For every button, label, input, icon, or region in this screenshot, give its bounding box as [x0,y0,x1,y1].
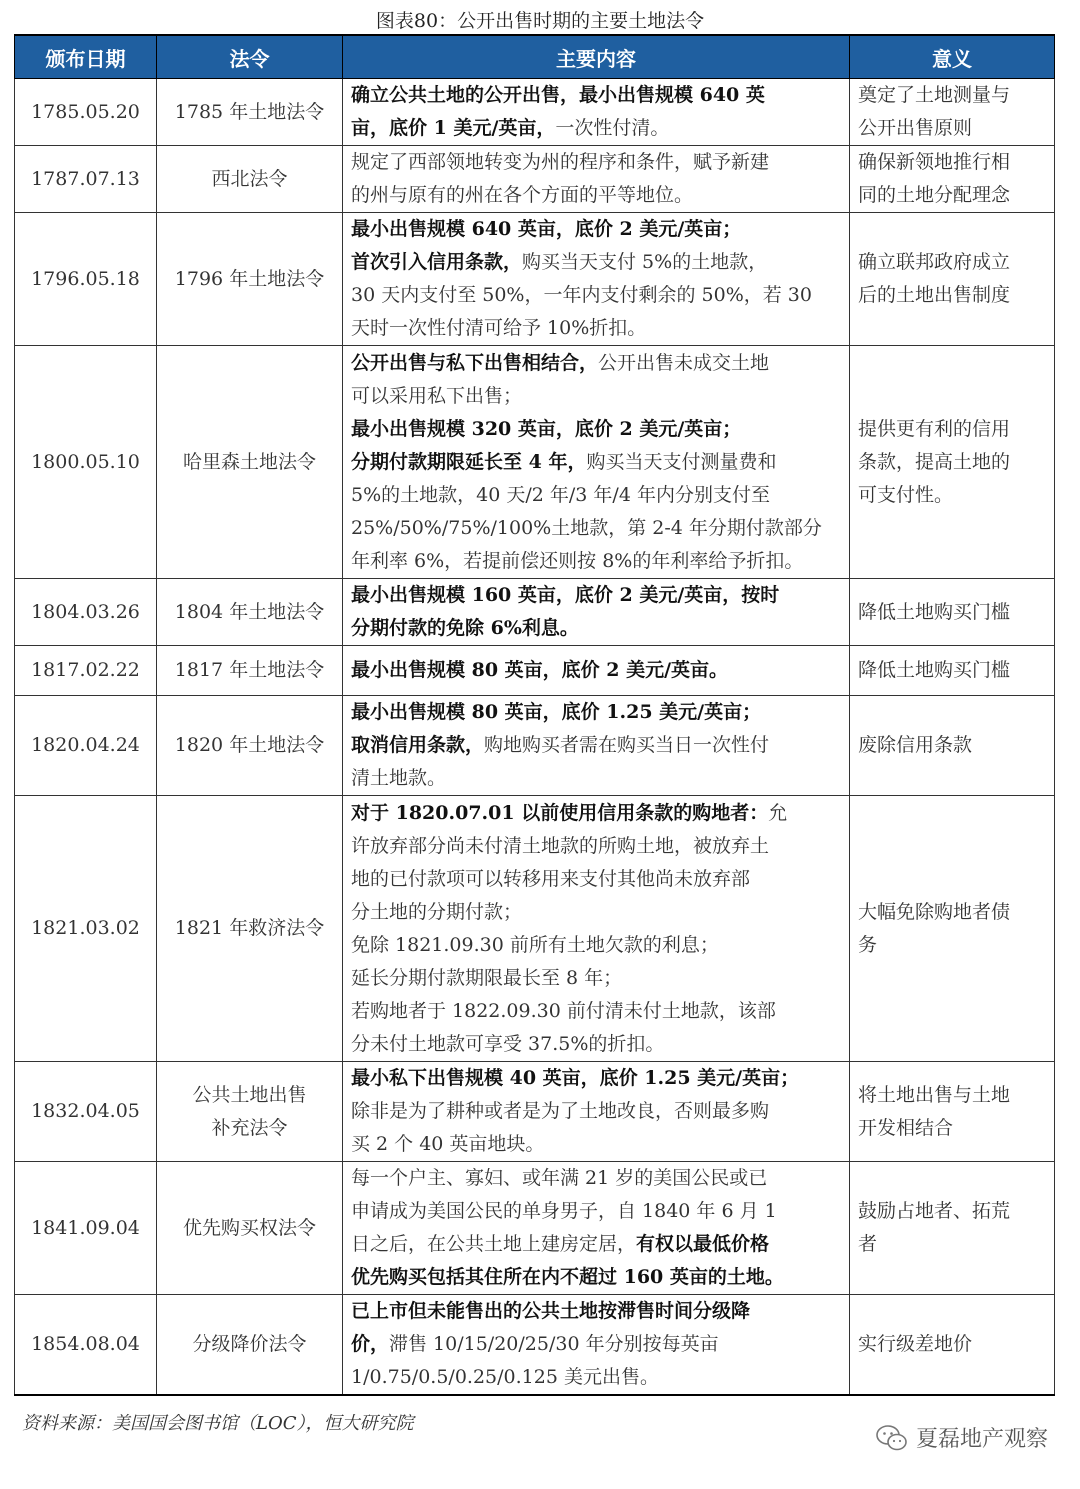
content-line [351,929,841,962]
cell-meaning [850,79,1055,146]
text: 若购地者于 1822.09.30 前付清未付土地款，该部 [351,999,776,1022]
text: 许放弃部分尚未付清土地款的所购土地，被放弃土 [351,834,770,857]
cell-date: 1841.09.04 [15,1162,157,1295]
content-line [351,1062,841,1095]
text: 年利率 6%，若提前偿还则按 8%的年利率给予折扣。 [351,549,804,572]
header-content: 主要内容 [343,35,850,79]
content-line [351,612,841,645]
meaning-line: 奠定了土地测量与 [858,84,1011,106]
text: 5%的土地款，40 天/2 年/3 年/4 年内分别支付至 [351,483,770,506]
content-line [351,962,841,995]
content-line [351,213,841,246]
meaning-line: 鼓励占地者、拓荒 [858,1200,1011,1222]
cell-meaning [850,579,1055,646]
cell-meaning [850,696,1055,796]
table-row [15,696,1055,796]
content-line [351,1162,841,1195]
table-row [15,579,1055,646]
bold-text: 分期付款的免除 6%利息。 [351,617,579,639]
content-line [351,1028,841,1061]
text: 地的已付款项可以转移用来支付其他尚未放弃部 [351,867,751,890]
content-line [351,797,841,830]
content-line [351,413,841,446]
text: 延长分期付款期限最长至 8 年； [351,966,623,989]
content-line [351,729,841,762]
text: 免除 1821.09.30 前所有土地欠款的利息； [351,933,719,956]
content-line [351,762,841,795]
bold-text: 价， [351,1333,390,1355]
cell-law-name: 公共土地出售 补充法令 [157,1062,343,1162]
cell-date: 1787.07.13 [15,146,157,213]
bold-text: 首次引入信用条款， [351,251,523,273]
content-line [351,112,841,145]
content-line [351,479,841,512]
bold-text: 最小出售规模 80 英亩，底价 2 美元/英亩。 [351,659,729,681]
meaning-line: 务 [858,933,878,956]
meaning-line: 降低土地购买门槛 [858,600,1011,623]
content-line [351,347,841,380]
cell-law-name: 1785 年土地法令 [157,79,343,146]
content-line [351,545,841,578]
cell-meaning [850,1062,1055,1162]
text: 1/0.75/0.5/0.25/0.125 美元出售。 [351,1366,659,1388]
text: 购买当天支付测量费和 [586,450,777,473]
table-row [15,346,1055,579]
table-row [15,79,1055,146]
table-caption: 图表80：公开出售时期的主要土地法令 [375,10,705,32]
text: 每一个户主、寡妇、或年满 21 岁的美国公民或已 [351,1167,768,1189]
meaning-line: 废除信用条款 [858,734,973,756]
meaning-line: 可支付性。 [858,483,954,506]
meaning-line: 确立联邦政府成立 [858,251,1011,273]
content-line [351,512,841,545]
content-line [351,79,841,112]
wechat-icon [876,1424,908,1452]
content-line [351,1128,841,1161]
cell-content [343,646,850,696]
text: 分土地的分期付款； [351,900,523,923]
cell-content [343,146,850,213]
text: 除非是为了耕种或者是为了土地改良，否则最多购 [351,1100,770,1122]
text: 30 天内支付至 50%，一年内支付剩余的 50%，若 30 [351,284,812,306]
content-line [351,1361,841,1394]
meaning-line: 确保新领地推行相 [858,151,1011,173]
content-line [351,380,841,413]
bold-text: 分期付款期限延长至 4 年， [351,450,587,473]
cell-date: 1804.03.26 [15,579,157,646]
bold-text: 已上市但未能售出的公共土地按滞售时间分级降 [351,1300,751,1322]
cell-date: 1817.02.22 [15,646,157,696]
cell-date: 1796.05.18 [15,213,157,346]
meaning-line: 开发相结合 [858,1116,954,1139]
bold-text: 优先购买包括其住所在内不超过 160 英亩的土地。 [351,1266,784,1288]
text: 允 [768,801,788,824]
header-law: 法令 [157,35,343,79]
meaning-line: 后的土地出售制度 [858,284,1011,306]
bold-text: 最小出售规模 80 英亩，底价 1.25 美元/英亩； [351,701,762,723]
bold-text: 最小出售规模 160 英亩，底价 2 美元/英亩，按时 [351,584,780,606]
cell-content [343,1295,850,1396]
content-line [351,863,841,896]
text: 分未付土地款可享受 37.5%的折扣。 [351,1032,665,1055]
content-line [351,830,841,863]
header-meaning: 意义 [850,35,1055,79]
text: 可以采用私下出售； [351,384,523,407]
content-line [351,1295,841,1328]
table-row [15,1295,1055,1396]
bold-text: 对于 1820.07.01 以前使用信用条款的购地者： [351,801,769,824]
source-note: 资料来源：美国国会图书馆（LOC），恒大研究院 [22,1413,414,1434]
meaning-line: 者 [858,1233,878,1255]
cell-meaning [850,213,1055,346]
table-row [15,646,1055,696]
meaning-line: 降低土地购买门槛 [858,659,1011,681]
content-line [351,696,841,729]
cell-law-name: 1821 年救济法令 [157,796,343,1062]
content-line [351,312,841,345]
text: 清土地款。 [351,767,447,789]
text: 日之后，在公共土地上建房定居， [351,1233,637,1255]
cell-date: 1832.04.05 [15,1062,157,1162]
text: 购买当天支付 5%的土地款， [522,251,768,273]
meaning-line: 将土地出售与土地 [858,1083,1011,1106]
watermark [876,1422,1048,1453]
cell-date: 1821.03.02 [15,796,157,1062]
content-line [351,279,841,312]
meaning-line: 提供更有利的信用 [858,417,1011,440]
cell-content [343,213,850,346]
content-line [351,1328,841,1361]
header-date: 颁布日期 [15,35,157,79]
table-row [15,1162,1055,1295]
cell-date: 1800.05.10 [15,346,157,579]
land-laws-table [14,34,1055,1396]
meaning-line: 大幅免除购地者债 [858,900,1011,923]
cell-meaning [850,346,1055,579]
bold-text: 有权以最低价格 [636,1233,770,1255]
text: 公开出售未成交土地 [598,351,770,374]
content-line [351,654,841,687]
bold-text: 亩，底价 1 美元/英亩， [351,117,556,139]
text: 天时一次性付清可给予 10%折扣。 [351,317,647,339]
table-row [15,146,1055,213]
meaning-line: 公开出售原则 [858,117,973,139]
content-line [351,146,841,179]
table-header-row [15,35,1055,79]
text: 25%/50%/75%/100%土地款，第 2-4 年分期付款部分 [351,516,822,539]
content-line [351,1095,841,1128]
bold-text: 公开出售与私下出售相结合， [351,351,599,374]
cell-date: 1820.04.24 [15,696,157,796]
bold-text: 最小出售规模 320 英亩，底价 2 美元/英亩； [351,417,742,440]
meaning-line: 条款，提高土地的 [858,450,1011,473]
cell-law-name: 西北法令 [157,146,343,213]
cell-date: 1785.05.20 [15,79,157,146]
content-line [351,446,841,479]
content-line [351,896,841,929]
cell-content [343,346,850,579]
cell-content [343,579,850,646]
cell-law-name: 优先购买权法令 [157,1162,343,1295]
text: 滞售 10/15/20/25/30 年分别按每英亩 [389,1333,719,1355]
cell-date: 1854.08.04 [15,1295,157,1396]
bold-text: 取消信用条款， [351,734,485,756]
text: 申请成为美国公民的单身男子，自 1840 年 6 月 1 [351,1200,777,1222]
cell-law-name: 1817 年土地法令 [157,646,343,696]
table-row [15,213,1055,346]
table-row [15,1062,1055,1162]
cell-content [343,1162,850,1295]
content-line [351,1195,841,1228]
content-line [351,579,841,612]
content-line [351,179,841,212]
content-line [351,246,841,279]
meaning-line: 实行级差地价 [858,1333,973,1355]
text: 购地购买者需在购买当日一次性付 [484,734,770,756]
cell-law-name: 1796 年土地法令 [157,213,343,346]
cell-meaning [850,146,1055,213]
table-body [15,79,1055,1396]
text: 买 2 个 40 英亩地块。 [351,1133,545,1155]
cell-content [343,79,850,146]
text: 规定了西部领地转变为州的程序和条件，赋予新建 [351,151,770,173]
bold-text: 确立公共土地的公开出售，最小出售规模 640 英 [351,84,765,106]
cell-law-name: 分级降价法令 [157,1295,343,1396]
bold-text: 最小私下出售规模 40 英亩，底价 1.25 美元/英亩； [351,1067,800,1089]
cell-law-name: 哈里森土地法令 [157,346,343,579]
cell-content [343,696,850,796]
table-row [15,796,1055,1062]
cell-meaning [850,646,1055,696]
cell-meaning [850,796,1055,1062]
content-line [351,995,841,1028]
content-line [351,1228,841,1261]
text: 的州与原有的州在各个方面的平等地位。 [351,184,694,206]
watermark-text: 夏磊地产观察 [915,1427,1048,1452]
bold-text: 最小出售规模 640 英亩，底价 2 美元/英亩； [351,218,742,240]
cell-law-name: 1820 年土地法令 [157,696,343,796]
cell-content [343,796,850,1062]
cell-content [343,1062,850,1162]
cell-law-name: 1804 年土地法令 [157,579,343,646]
cell-meaning [850,1162,1055,1295]
cell-meaning [850,1295,1055,1396]
text: 一次性付清。 [555,117,670,139]
content-line [351,1261,841,1294]
meaning-line: 同的土地分配理念 [858,184,1011,206]
